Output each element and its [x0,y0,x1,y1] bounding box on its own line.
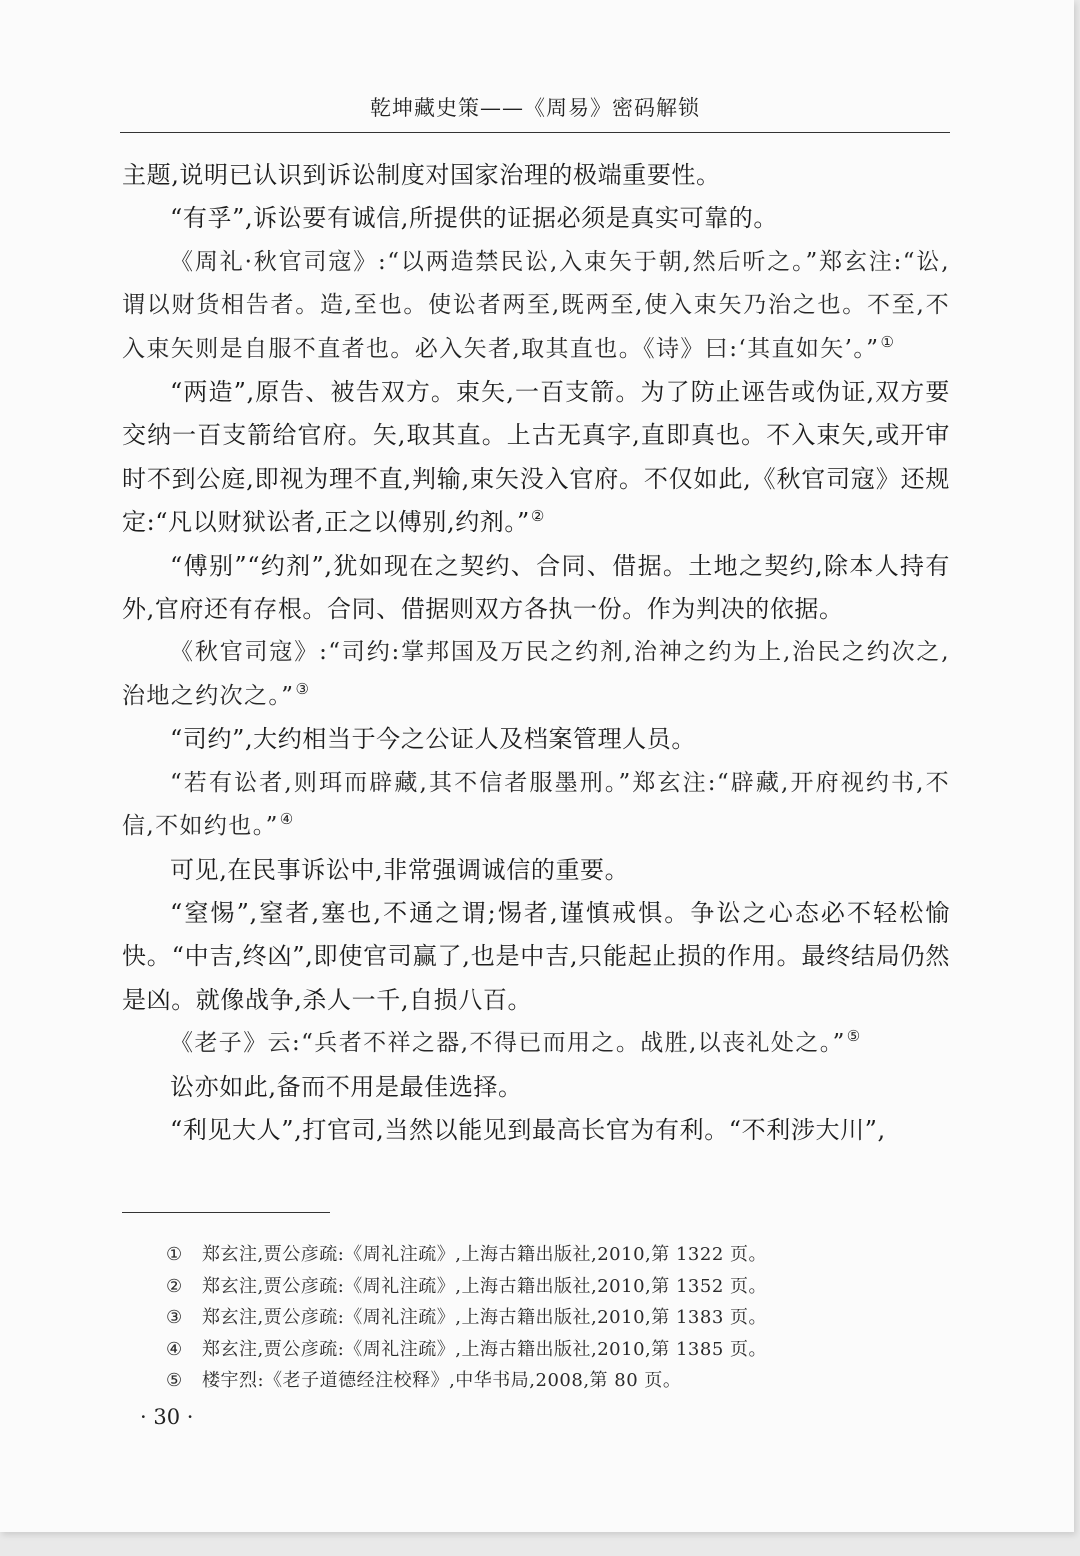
footnote-mark: ② [166,1275,183,1297]
footnote-text: 郑玄注,贾公彦疏:《周礼注疏》,上海古籍出版社,2010,第 1352 页。 [202,1275,768,1297]
footnotes [166,1239,926,1397]
footnote-mark: ⑤ [166,1370,183,1392]
footnote-mark: ① [166,1244,183,1265]
footnote-ref: ② [530,507,545,526]
footnote-ref: ① [880,332,894,351]
footnote-ref: ④ [279,810,294,829]
quote-paragraph: 《周礼·秋官司寇》:“以两造禁民讼,入束矢于朝,然后听之。”郑玄注:“讼,谓以财货相告者。造,至也。使讼者两至,既两至,使入束矢乃治之也。不至,不入束矢则是自服不直者也。必入矢者,取其直也。《诗》曰:‘其直如矢’。”① [122,248,950,362]
paragraph: “傅别”“约剂”,犹如现在之契约、合同、借据。土地之契约,除本人持有外,官府还有存根。合同、借据则双方各执一份。作为判决的依据。 [122,551,950,624]
footnote-text: 郑玄注,贾公彦疏:《周礼注疏》,上海古籍出版社,2010,第 1322 页。 [202,1244,768,1265]
paragraph: “两造”,原告、被告双方。束矢,一百支箭。为了防止诬告或伪证,双方要交纳一百支箭给官府。矢,取其直。上古无真字,直即真也。不入束矢,或开审时不到公庭,即视为理不直,判输,束矢没入官府。不仅如此,《秋官司寇》还规定:“凡以财狱讼者,正之以傅别,约剂。”② [122,378,950,537]
footnote-rule [122,1212,330,1213]
footnote-ref: ③ [295,679,309,698]
footnote-item [166,1302,926,1334]
footnote-mark: ③ [166,1307,183,1329]
footnote-item [166,1271,926,1303]
footnote-text: 郑玄注,贾公彦疏:《周礼注疏》,上海古籍出版社,2010,第 1383 页。 [202,1307,768,1329]
footnote-ref: ⑤ [846,1027,861,1046]
footnote-item [166,1365,926,1397]
paragraph: 讼亦如此,备而不用是最佳选择。 [170,1072,523,1101]
footnote-mark: ④ [166,1338,183,1360]
paragraph: 可见,在民事诉讼中,非常强调诚信的重要。 [170,855,630,884]
quote-paragraph: 《老子》云:“兵者不祥之器,不得已而用之。战胜,以丧礼处之。”⑤ [170,1027,861,1057]
paragraph: “利见大人”,打官司,当然以能见到最高长官为有利。“不利涉大川”, [170,1115,886,1144]
paragraph: “有孚”,诉讼要有诚信,所提供的证据必须是真实可靠的。 [170,204,778,233]
page-number: · 30 · [140,1405,194,1429]
running-head-title: 乾坤藏史策——《周易》密码解锁 [370,96,700,120]
paragraph: 主题,说明已认识到诉讼制度对国家治理的极端重要性。 [122,161,721,189]
paragraph: “司约”,大约相当于今之公证人及档案管理人员。 [170,725,696,754]
footnote-text: 楼宇烈:《老子道德经注校释》,中华书局,2008,第 80 页。 [202,1370,682,1392]
header-rule [120,132,950,133]
paragraph: “窒惕”,窒者,塞也,不通之谓;惕者,谨慎戒惧。争讼之心态必不轻松愉快。“中吉,终凶”,即使官司赢了,也是中吉,只能起止损的作用。最终结局仍然是凶。就像战争,杀人一千,自损八百。 [122,898,950,1014]
footnote-text: 郑玄注,贾公彦疏:《周礼注疏》,上海古籍出版社,2010,第 1385 页。 [202,1338,768,1360]
footnote-item [166,1239,926,1271]
main-text [122,154,950,1152]
quote-paragraph: “若有讼者,则珥而辟藏,其不信者服墨刑。”郑玄注:“辟藏,开府视约书,不信,不如约也。”④ [122,769,950,840]
footnote-item [166,1334,926,1366]
quote-paragraph: 《秋官司寇》:“司约:掌邦国及万民之约剂,治神之约为上,治民之约次之,治地之约次之。”③ [122,639,950,709]
